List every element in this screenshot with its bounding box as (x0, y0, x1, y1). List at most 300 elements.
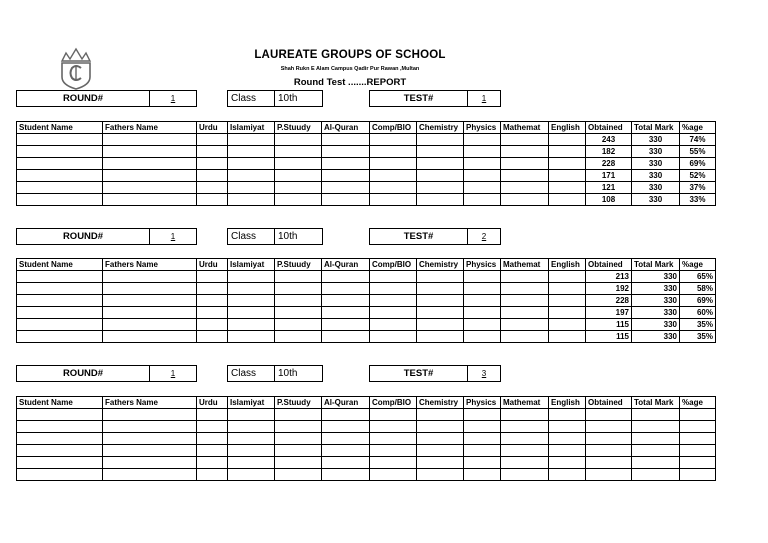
empty-cell (17, 409, 103, 421)
column-header: %age (680, 397, 716, 409)
empty-cell (103, 457, 197, 469)
marks-table (16, 258, 716, 343)
empty-cell (197, 194, 228, 206)
empty-cell (322, 421, 370, 433)
empty-cell (549, 170, 586, 182)
total-marks-cell: 330 (632, 283, 680, 295)
table-header-row (17, 122, 716, 134)
empty-cell (275, 158, 322, 170)
empty-cell (103, 158, 197, 170)
empty-cell (370, 319, 417, 331)
class-label: Class (227, 90, 275, 107)
empty-cell (17, 170, 103, 182)
column-header: %age (680, 122, 716, 134)
empty-cell (103, 194, 197, 206)
empty-cell (370, 182, 417, 194)
empty-cell (228, 295, 275, 307)
empty-cell (549, 469, 586, 481)
empty-cell (17, 146, 103, 158)
table-row (17, 295, 716, 307)
empty-cell (464, 307, 501, 319)
table-row (17, 469, 716, 481)
table-row (17, 409, 716, 421)
empty-cell (197, 307, 228, 319)
empty-cell (464, 469, 501, 481)
empty-cell (370, 134, 417, 146)
empty-cell (275, 421, 322, 433)
column-header: Al-Quran (322, 259, 370, 271)
empty-cell (370, 158, 417, 170)
empty-cell (197, 319, 228, 331)
column-header: Mathemat (501, 397, 549, 409)
marks-table (16, 121, 716, 206)
empty-cell (501, 182, 549, 194)
empty-cell (322, 445, 370, 457)
total-marks-cell (632, 421, 680, 433)
empty-cell (17, 469, 103, 481)
empty-cell (464, 134, 501, 146)
obtained-cell: 228 (586, 295, 632, 307)
column-header: P.Stuudy (275, 259, 322, 271)
empty-cell (464, 271, 501, 283)
empty-cell (17, 158, 103, 170)
percentage-cell: 52% (680, 170, 716, 182)
test-meta-row (16, 365, 501, 382)
empty-cell (501, 158, 549, 170)
empty-cell (417, 295, 464, 307)
empty-cell (322, 469, 370, 481)
percentage-cell (680, 409, 716, 421)
empty-cell (417, 194, 464, 206)
empty-cell (370, 445, 417, 457)
campus-name: Shah Rukn E Alam Campus Qadir Pur Rawan ,Multan (280, 66, 420, 72)
empty-cell (17, 457, 103, 469)
empty-cell (501, 283, 549, 295)
table-header-row (17, 397, 716, 409)
empty-cell (17, 421, 103, 433)
empty-cell (370, 409, 417, 421)
empty-cell (103, 182, 197, 194)
table-row (17, 271, 716, 283)
empty-cell (197, 469, 228, 481)
empty-cell (103, 331, 197, 343)
empty-cell (501, 445, 549, 457)
column-header: Comp/BIO (370, 397, 417, 409)
test-label: TEST# (369, 90, 468, 107)
table-row (17, 457, 716, 469)
empty-cell (228, 421, 275, 433)
empty-cell (197, 457, 228, 469)
empty-cell (464, 433, 501, 445)
empty-cell (501, 170, 549, 182)
empty-cell (322, 146, 370, 158)
marks-table (16, 396, 716, 481)
empty-cell (549, 158, 586, 170)
empty-cell (17, 182, 103, 194)
percentage-cell: 69% (680, 158, 716, 170)
round-value: 1 (149, 228, 197, 245)
obtained-cell: 243 (586, 134, 632, 146)
empty-cell (17, 331, 103, 343)
table-row (17, 170, 716, 182)
column-header: Obtained (586, 397, 632, 409)
empty-cell (501, 134, 549, 146)
empty-cell (228, 158, 275, 170)
total-marks-cell: 330 (632, 158, 680, 170)
empty-cell (501, 194, 549, 206)
empty-cell (103, 433, 197, 445)
empty-cell (197, 445, 228, 457)
empty-cell (417, 182, 464, 194)
empty-cell (549, 134, 586, 146)
round-value: 1 (149, 365, 197, 382)
empty-cell (501, 331, 549, 343)
empty-cell (275, 319, 322, 331)
empty-cell (228, 319, 275, 331)
empty-cell (501, 146, 549, 158)
empty-cell (417, 307, 464, 319)
percentage-cell (680, 469, 716, 481)
empty-cell (417, 158, 464, 170)
percentage-cell (680, 457, 716, 469)
empty-cell (464, 194, 501, 206)
empty-cell (417, 331, 464, 343)
column-header: Urdu (197, 122, 228, 134)
empty-cell (417, 283, 464, 295)
empty-cell (322, 134, 370, 146)
obtained-cell: 115 (586, 319, 632, 331)
empty-cell (549, 457, 586, 469)
empty-cell (17, 295, 103, 307)
empty-cell (322, 182, 370, 194)
total-marks-cell (632, 445, 680, 457)
empty-cell (417, 409, 464, 421)
empty-cell (322, 457, 370, 469)
column-header: Student Name (17, 397, 103, 409)
column-header: Mathemat (501, 122, 549, 134)
test-label: TEST# (369, 228, 468, 245)
empty-cell (275, 445, 322, 457)
column-header: Total Mark (632, 259, 680, 271)
obtained-cell: 108 (586, 194, 632, 206)
empty-cell (322, 283, 370, 295)
empty-cell (370, 271, 417, 283)
empty-cell (17, 283, 103, 295)
total-marks-cell: 330 (632, 319, 680, 331)
table-row (17, 433, 716, 445)
empty-cell (501, 307, 549, 319)
obtained-cell (586, 445, 632, 457)
empty-cell (322, 409, 370, 421)
school-crest-logo (56, 47, 96, 91)
obtained-cell (586, 409, 632, 421)
empty-cell (197, 146, 228, 158)
table-row (17, 421, 716, 433)
total-marks-cell: 330 (632, 146, 680, 158)
empty-cell (17, 445, 103, 457)
empty-cell (103, 146, 197, 158)
table-row (17, 445, 716, 457)
percentage-cell: 35% (680, 319, 716, 331)
percentage-cell: 58% (680, 283, 716, 295)
report-title: Round Test .......REPORT (293, 77, 407, 88)
empty-cell (322, 170, 370, 182)
empty-cell (103, 134, 197, 146)
empty-cell (103, 283, 197, 295)
empty-cell (228, 283, 275, 295)
total-marks-cell (632, 433, 680, 445)
empty-cell (501, 469, 549, 481)
column-header: Chemistry (417, 397, 464, 409)
class-value: 10th (274, 90, 323, 107)
empty-cell (322, 331, 370, 343)
class-label: Class (227, 365, 275, 382)
total-marks-cell: 330 (632, 307, 680, 319)
empty-cell (197, 134, 228, 146)
empty-cell (549, 271, 586, 283)
empty-cell (501, 457, 549, 469)
empty-cell (549, 433, 586, 445)
table-row (17, 194, 716, 206)
empty-cell (197, 283, 228, 295)
percentage-cell: 35% (680, 331, 716, 343)
empty-cell (103, 271, 197, 283)
empty-cell (417, 421, 464, 433)
empty-cell (464, 146, 501, 158)
table-row (17, 283, 716, 295)
column-header: Al-Quran (322, 122, 370, 134)
obtained-cell (586, 421, 632, 433)
table-row (17, 331, 716, 343)
percentage-cell (680, 421, 716, 433)
empty-cell (103, 170, 197, 182)
empty-cell (464, 457, 501, 469)
empty-cell (501, 295, 549, 307)
empty-cell (549, 146, 586, 158)
empty-cell (417, 170, 464, 182)
total-marks-cell (632, 457, 680, 469)
empty-cell (370, 307, 417, 319)
column-header: Islamiyat (228, 397, 275, 409)
empty-cell (417, 134, 464, 146)
empty-cell (197, 409, 228, 421)
empty-cell (370, 433, 417, 445)
empty-cell (464, 409, 501, 421)
column-header: P.Stuudy (275, 122, 322, 134)
empty-cell (228, 457, 275, 469)
column-header: Fathers Name (103, 259, 197, 271)
empty-cell (197, 433, 228, 445)
empty-cell (464, 421, 501, 433)
column-header: Obtained (586, 122, 632, 134)
empty-cell (322, 271, 370, 283)
total-marks-cell: 330 (632, 194, 680, 206)
empty-cell (549, 331, 586, 343)
empty-cell (275, 146, 322, 158)
class-label: Class (227, 228, 275, 245)
empty-cell (197, 331, 228, 343)
empty-cell (370, 170, 417, 182)
empty-cell (549, 283, 586, 295)
empty-cell (417, 469, 464, 481)
empty-cell (464, 170, 501, 182)
total-marks-cell (632, 409, 680, 421)
column-header: Fathers Name (103, 122, 197, 134)
empty-cell (549, 421, 586, 433)
empty-cell (464, 283, 501, 295)
empty-cell (501, 433, 549, 445)
empty-cell (464, 295, 501, 307)
test-label: TEST# (369, 365, 468, 382)
empty-cell (464, 158, 501, 170)
total-marks-cell: 330 (632, 331, 680, 343)
column-header: Comp/BIO (370, 259, 417, 271)
empty-cell (370, 469, 417, 481)
test-meta-row (16, 228, 501, 245)
empty-cell (228, 445, 275, 457)
test-value: 3 (467, 365, 501, 382)
empty-cell (228, 146, 275, 158)
empty-cell (275, 469, 322, 481)
empty-cell (275, 182, 322, 194)
empty-cell (103, 421, 197, 433)
column-header: Total Mark (632, 397, 680, 409)
total-marks-cell: 330 (632, 182, 680, 194)
school-name: LAUREATE GROUPS OF SCHOOL (254, 49, 446, 61)
empty-cell (370, 194, 417, 206)
empty-cell (103, 445, 197, 457)
empty-cell (322, 158, 370, 170)
empty-cell (464, 182, 501, 194)
obtained-cell: 192 (586, 283, 632, 295)
percentage-cell (680, 445, 716, 457)
column-header: Al-Quran (322, 397, 370, 409)
percentage-cell: 55% (680, 146, 716, 158)
percentage-cell: 37% (680, 182, 716, 194)
column-header: English (549, 259, 586, 271)
empty-cell (228, 409, 275, 421)
empty-cell (228, 433, 275, 445)
total-marks-cell: 330 (632, 134, 680, 146)
column-header: Physics (464, 259, 501, 271)
empty-cell (370, 457, 417, 469)
empty-cell (17, 271, 103, 283)
empty-cell (549, 307, 586, 319)
column-header: P.Stuudy (275, 397, 322, 409)
empty-cell (228, 182, 275, 194)
empty-cell (275, 409, 322, 421)
round-label: ROUND# (16, 365, 150, 382)
empty-cell (417, 433, 464, 445)
empty-cell (103, 307, 197, 319)
empty-cell (370, 295, 417, 307)
empty-cell (322, 319, 370, 331)
empty-cell (501, 409, 549, 421)
empty-cell (370, 146, 417, 158)
column-header: Fathers Name (103, 397, 197, 409)
class-value: 10th (274, 228, 323, 245)
column-header: Urdu (197, 259, 228, 271)
column-header: Physics (464, 122, 501, 134)
empty-cell (501, 421, 549, 433)
obtained-cell (586, 457, 632, 469)
empty-cell (197, 295, 228, 307)
empty-cell (275, 194, 322, 206)
obtained-cell (586, 433, 632, 445)
empty-cell (197, 158, 228, 170)
empty-cell (549, 194, 586, 206)
obtained-cell: 182 (586, 146, 632, 158)
obtained-cell: 213 (586, 271, 632, 283)
empty-cell (197, 170, 228, 182)
column-header: Physics (464, 397, 501, 409)
table-row (17, 146, 716, 158)
column-header: Student Name (17, 259, 103, 271)
column-header: Urdu (197, 397, 228, 409)
empty-cell (275, 433, 322, 445)
empty-cell (322, 295, 370, 307)
obtained-cell (586, 469, 632, 481)
empty-cell (501, 271, 549, 283)
column-header: Chemistry (417, 259, 464, 271)
percentage-cell: 33% (680, 194, 716, 206)
test-value: 1 (467, 90, 501, 107)
empty-cell (197, 182, 228, 194)
empty-cell (370, 283, 417, 295)
empty-cell (549, 319, 586, 331)
table-row (17, 158, 716, 170)
column-header: Obtained (586, 259, 632, 271)
column-header: English (549, 397, 586, 409)
table-row (17, 182, 716, 194)
percentage-cell (680, 433, 716, 445)
empty-cell (322, 194, 370, 206)
empty-cell (17, 194, 103, 206)
empty-cell (322, 307, 370, 319)
obtained-cell: 121 (586, 182, 632, 194)
empty-cell (197, 271, 228, 283)
empty-cell (417, 457, 464, 469)
empty-cell (501, 319, 549, 331)
column-header: Comp/BIO (370, 122, 417, 134)
table-row (17, 134, 716, 146)
test-meta-row (16, 90, 501, 107)
empty-cell (322, 433, 370, 445)
table-row (17, 307, 716, 319)
empty-cell (17, 319, 103, 331)
empty-cell (275, 283, 322, 295)
empty-cell (228, 194, 275, 206)
empty-cell (17, 307, 103, 319)
empty-cell (275, 307, 322, 319)
table-row (17, 319, 716, 331)
empty-cell (549, 182, 586, 194)
test-value: 2 (467, 228, 501, 245)
empty-cell (549, 445, 586, 457)
empty-cell (417, 319, 464, 331)
obtained-cell: 228 (586, 158, 632, 170)
column-header: Islamiyat (228, 259, 275, 271)
empty-cell (228, 331, 275, 343)
empty-cell (228, 170, 275, 182)
obtained-cell: 115 (586, 331, 632, 343)
table-header-row (17, 259, 716, 271)
empty-cell (228, 271, 275, 283)
empty-cell (103, 319, 197, 331)
empty-cell (275, 295, 322, 307)
percentage-cell: 74% (680, 134, 716, 146)
class-value: 10th (274, 365, 323, 382)
